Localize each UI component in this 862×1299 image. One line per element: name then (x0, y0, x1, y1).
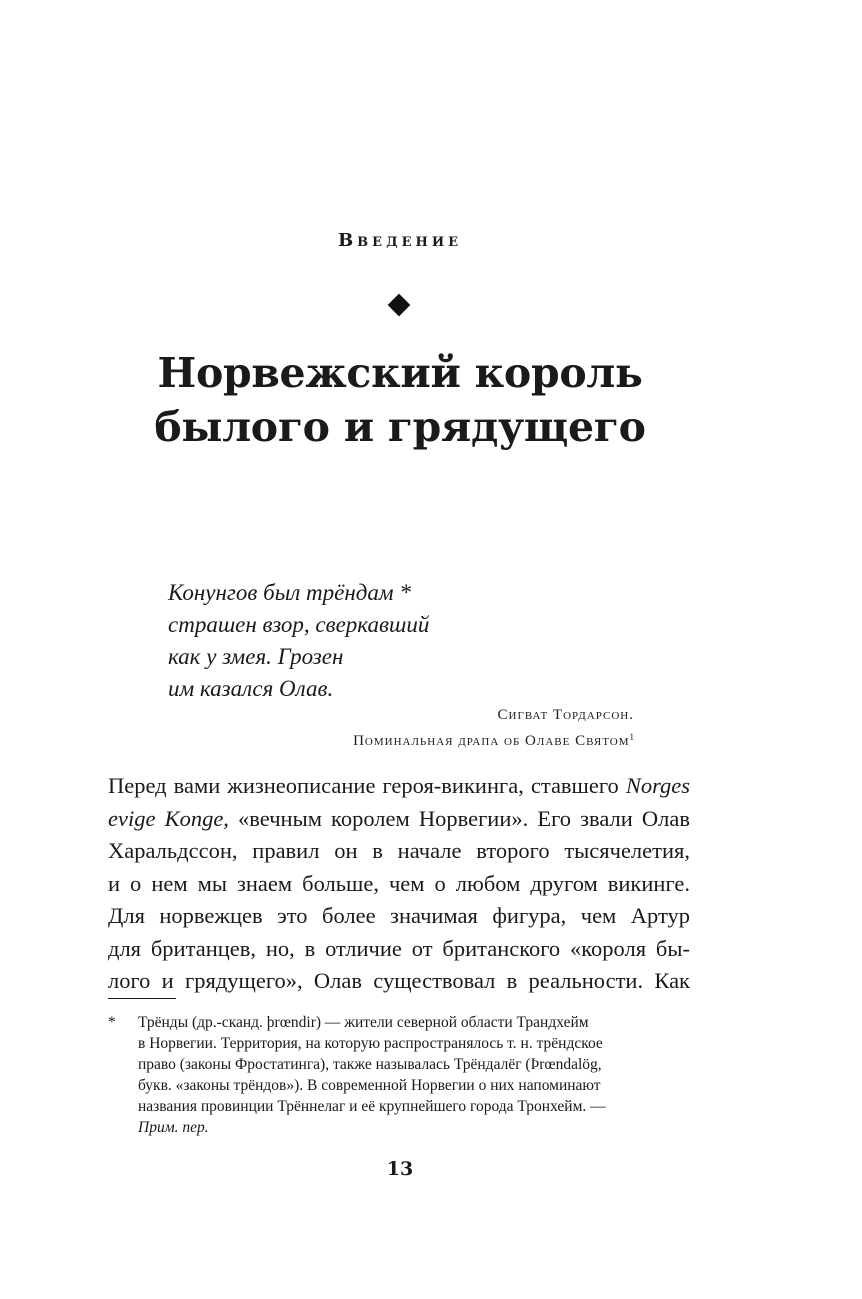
body-line (108, 770, 690, 803)
footnote-divider (108, 998, 176, 999)
epigraph-line: как у змея. Грозен (168, 644, 344, 669)
italic-term: evige Konge, (108, 805, 229, 831)
translator-note-label: Прим. пер. (138, 1119, 209, 1136)
section-label: Введение (337, 230, 463, 251)
chapter-title (0, 346, 800, 454)
epigraph (168, 577, 568, 705)
footnote-body (138, 1012, 690, 1138)
epigraph-attribution (353, 704, 634, 752)
body-line: и о нем мы знаем больше, чем о любом другом викинге. (108, 870, 690, 896)
endnote-reference[interactable]: 1 (629, 732, 634, 742)
body-line: Харальдссон, правил он в начале второго тысячелетия, (108, 838, 690, 863)
body-paragraph (108, 770, 690, 998)
footnote-mark: * (108, 1014, 116, 1031)
epigraph-line: им казался Олав. (168, 676, 334, 701)
footnote-line (138, 1117, 690, 1138)
body-line: Для норвежцев это более значимая фигура, чем Артур (108, 903, 690, 928)
footnote-line: букв. «законы трёндов»). В современной Норвегии о них напоминают (138, 1077, 601, 1094)
body-line: лого и грядущего», Олав существовал в реальности. Как (108, 968, 690, 993)
epigraph-line: Конунгов был трёндам * (168, 580, 411, 605)
epigraph-author: Сигват Тордарсон. (497, 707, 634, 723)
italic-term: Norges (625, 773, 690, 798)
diamond-ornament-icon (388, 294, 411, 317)
chapter-title-line: Норвежский король (157, 349, 643, 397)
footnote-line: названия провинции Трённелаг и её крупнейшего города Тронхейм. — (138, 1098, 606, 1115)
epigraph-source-title: Поминальная драпа об Олаве Святом (353, 733, 630, 749)
epigraph-line: страшен взор, сверкавший (168, 612, 430, 637)
body-text-run: «вечным королем Норвегии». Его звали Олав (238, 805, 690, 831)
footnote-line: в Норвегии. Территория, на которую распространялось т. н. трёндское (138, 1035, 603, 1052)
footnote-line: право (законы Фростатинга), также называлась Трёндалёг (Þrœndalög, (138, 1056, 602, 1073)
chapter-title-line: былого и грядущего (154, 403, 646, 451)
epigraph-source (353, 726, 634, 752)
page-number: 13 (386, 1158, 414, 1180)
body-line (108, 803, 690, 836)
footnote-line: Трёнды (др.-сканд. þrœndir) — жители северной области Трандхейм (138, 1014, 589, 1031)
body-text-run: Перед вами жизнеописание героя-викинга, ставшего (108, 773, 619, 798)
footnote (108, 1012, 690, 1138)
body-line: для британцев, но, в отличие от британского «короля бы- (108, 935, 690, 961)
